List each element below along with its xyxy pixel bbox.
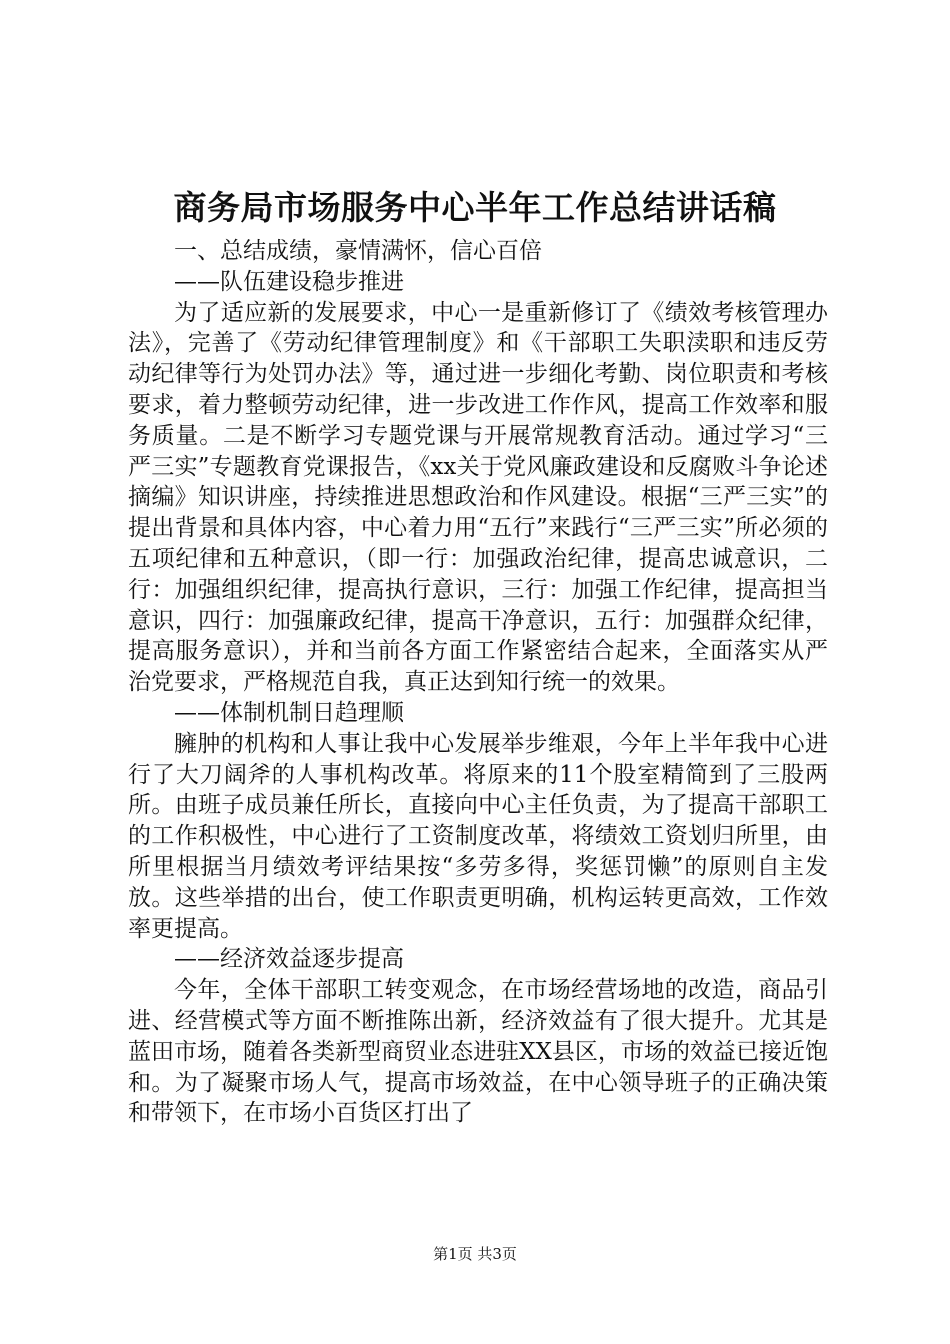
paragraph-economic-benefit: 今年，全体干部职工转变观念，在市场经营场地的改造，商品引进、经营模式等方面不断推陈出新，经济效益有了很大提升。尤其是蓝田市场，随着各类新型商贸业态进驻XX县区，市场的效益已接近饱和。为了凝聚市场人气，提高市场效益，在中心领导班子的正确决策和带领下，在市场小百货区打出了 [128, 977, 828, 1127]
subheading-economic-benefit: ——经济效益逐步提高 [174, 946, 404, 973]
paragraph-team-building: 为了适应新的发展要求，中心一是重新修订了《绩效考核管理办法》，完善了《劳动纪律管理制度》和《干部职工失职渎职和违反劳动纪律等行为处罚办法》等，通过进一步细化考勤、岗位职责和考核要求，着力整顿劳动纪律，进一步改进工作作风，提高工作效率和服务质量。二是不断学习专题党课与开展常规教育活动。通过学习“三严三实”专题教育党课报告，《xx关于党风廉政建设和反腐败斗争论述摘编》知识讲座，持续推进思想政治和作风建设。根据“三严三实”的提出背景和具体内容，中心着力用“五行”来践行“三严三实”所必须的五项纪律和五种意识，（即一行：加强政治纪律，提高忠诚意识，二行：加强组织纪律，提高执行意识，三行：加强工作纪律，提高担当意识，四行：加强廉政纪律，提高干净意识，五行：加强群众纪律，提高服务意识），并和当前各方面工作紧密结合起来，全面落实从严治党要求，严格规范自我，真正达到知行统一的效果。 [128, 299, 828, 696]
section-heading-summary: 一、总结成绩，豪情满怀，信心百倍 [174, 238, 542, 264]
document-body [128, 236, 828, 1129]
page-footer: 第1页 共3页 [433, 1245, 517, 1263]
paragraph-system-mechanism: 臃肿的机构和人事让我中心发展举步维艰，今年上半年我中心进行了大刀阔斧的人事机构改革。将原来的11个股室精简到了三股两所。由班子成员兼任所长，直接向中心主任负责，为了提高干部职工的工作积极性，中心进行了工资制度改革，将绩效工资划归所里，由所里根据当月绩效考评结果按“多劳多得，奖惩罚懒”的原则自主发放。这些举措的出台，使工作职责更明确，机构运转更高效，工作效率更提高。 [128, 730, 828, 942]
subheading-team-building: ——队伍建设稳步推进 [174, 268, 404, 295]
document-title: 商务局市场服务中心半年工作总结讲话稿 [173, 188, 777, 227]
subheading-system-mechanism: ——体制机制日趋理顺 [174, 699, 404, 726]
